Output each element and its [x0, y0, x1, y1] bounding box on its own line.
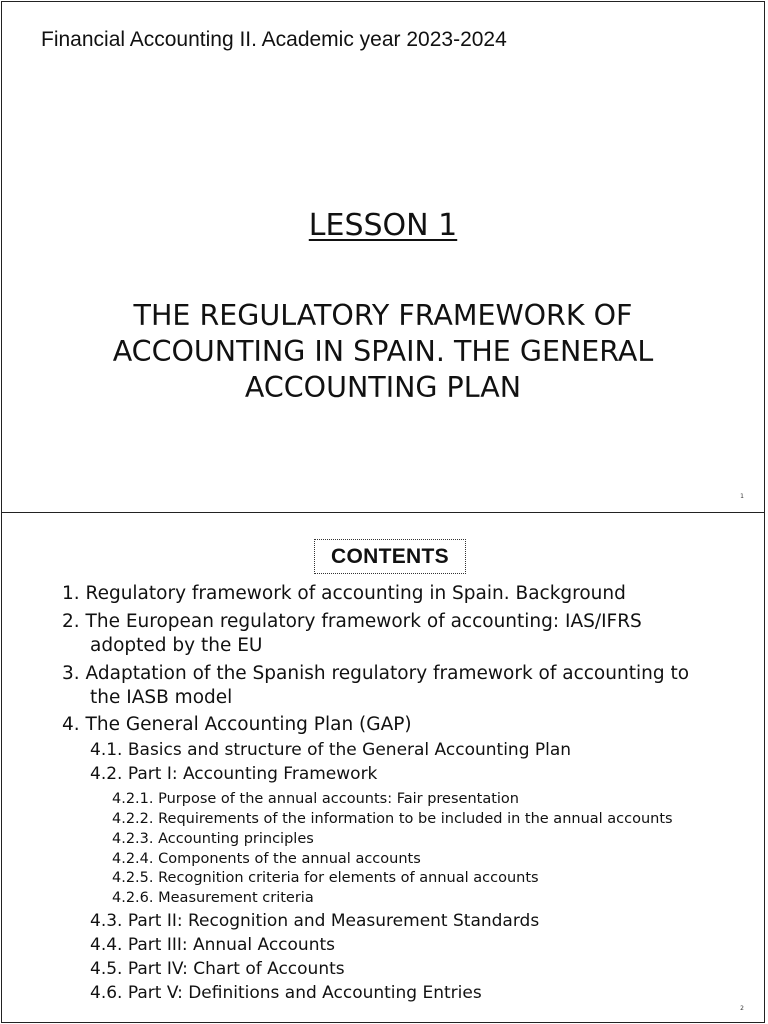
toc-item-text: Recognition criteria for elements of annual accounts	[158, 870, 539, 886]
toc-item-2-continuation	[90, 635, 262, 656]
toc-item-text: Basics and structure of the General Accounting Plan	[127, 740, 572, 760]
toc-item-number: 4.2.1.	[112, 791, 154, 807]
toc-item-text: adopted by the EU	[90, 635, 263, 656]
toc-item-text: the IASB model	[90, 687, 233, 708]
page-number: 1	[740, 493, 744, 500]
toc-subitem-4-1	[90, 740, 571, 760]
toc-item-number: 4.2.2.	[112, 811, 154, 827]
toc-item-text: The General Accounting Plan (GAP)	[85, 714, 412, 735]
toc-item-text: Part III: Annual Accounts	[127, 935, 335, 955]
toc-item-text: The European regulatory framework of accounting: IAS/IFRS	[85, 611, 642, 632]
toc-subitem-4-6	[90, 983, 482, 1003]
toc-item-number: 2.	[62, 611, 80, 632]
toc-subsubitem-4-2-4	[112, 851, 421, 867]
toc-item-text: Accounting principles	[158, 831, 314, 847]
toc-item-3	[62, 663, 689, 684]
toc-subitem-4-4	[90, 935, 335, 955]
toc-item-text: Part I: Accounting Framework	[127, 764, 378, 784]
toc-item-4	[62, 714, 412, 735]
lesson-title: LESSON 1	[308, 208, 458, 243]
contents-heading: CONTENTS	[314, 539, 466, 574]
toc-item-number: 4.2.3.	[112, 831, 154, 847]
toc-item-number: 4.6.	[90, 983, 123, 1003]
toc-item-number: 4.2.6.	[112, 890, 154, 906]
toc-item-number: 4.	[62, 714, 80, 735]
toc-subsubitem-4-2-2	[112, 811, 673, 827]
toc-item-number: 4.2.5.	[112, 870, 154, 886]
toc-item-text: Components of the annual accounts	[158, 851, 421, 867]
slide-1	[1, 1, 765, 513]
toc-subitem-4-3	[90, 911, 539, 931]
toc-item-number: 4.2.4.	[112, 851, 154, 867]
toc-item-number: 4.5.	[90, 959, 123, 979]
toc-item-text: Part II: Recognition and Measurement Standards	[127, 911, 540, 931]
toc-item-text: Requirements of the information to be included in the annual accounts	[158, 811, 673, 827]
slide-2	[1, 512, 765, 1023]
toc-subsubitem-4-2-5	[112, 870, 539, 886]
toc-subsubitem-4-2-3	[112, 831, 314, 847]
toc-item-2	[62, 611, 642, 632]
toc-subsubitem-4-2-6	[112, 890, 314, 906]
toc-item-3-continuation	[90, 687, 232, 708]
toc-item-text: Adaptation of the Spanish regulatory framework of accounting to	[85, 663, 690, 684]
toc-item-number: 4.4.	[90, 935, 123, 955]
toc-item-text: Part V: Definitions and Accounting Entries	[127, 983, 482, 1003]
toc-subitem-4-5	[90, 959, 345, 979]
toc-item-text: Regulatory framework of accounting in Spain. Background	[85, 583, 626, 604]
toc-item-text: Purpose of the annual accounts: Fair presentation	[158, 791, 519, 807]
toc-item-number: 4.1.	[90, 740, 123, 760]
course-header: Financial Accounting II. Academic year 2023-2024	[41, 28, 507, 51]
toc-item-text: Part IV: Chart of Accounts	[127, 959, 345, 979]
toc-item-number: 3.	[62, 663, 80, 684]
toc-subsubitem-4-2-1	[112, 791, 519, 807]
toc-item-1	[62, 583, 626, 604]
lesson-main-title: THE REGULATORY FRAMEWORK OF ACCOUNTING IN SPAIN. THE GENERAL ACCOUNTING PLAN	[112, 299, 654, 404]
toc-item-text: Measurement criteria	[158, 890, 314, 906]
table-of-contents	[2, 513, 766, 1022]
toc-subitem-4-2	[90, 764, 377, 784]
page-number: 2	[740, 1005, 744, 1012]
toc-item-number: 4.3.	[90, 911, 123, 931]
toc-item-number: 1.	[62, 583, 80, 604]
toc-item-number: 4.2.	[90, 764, 123, 784]
